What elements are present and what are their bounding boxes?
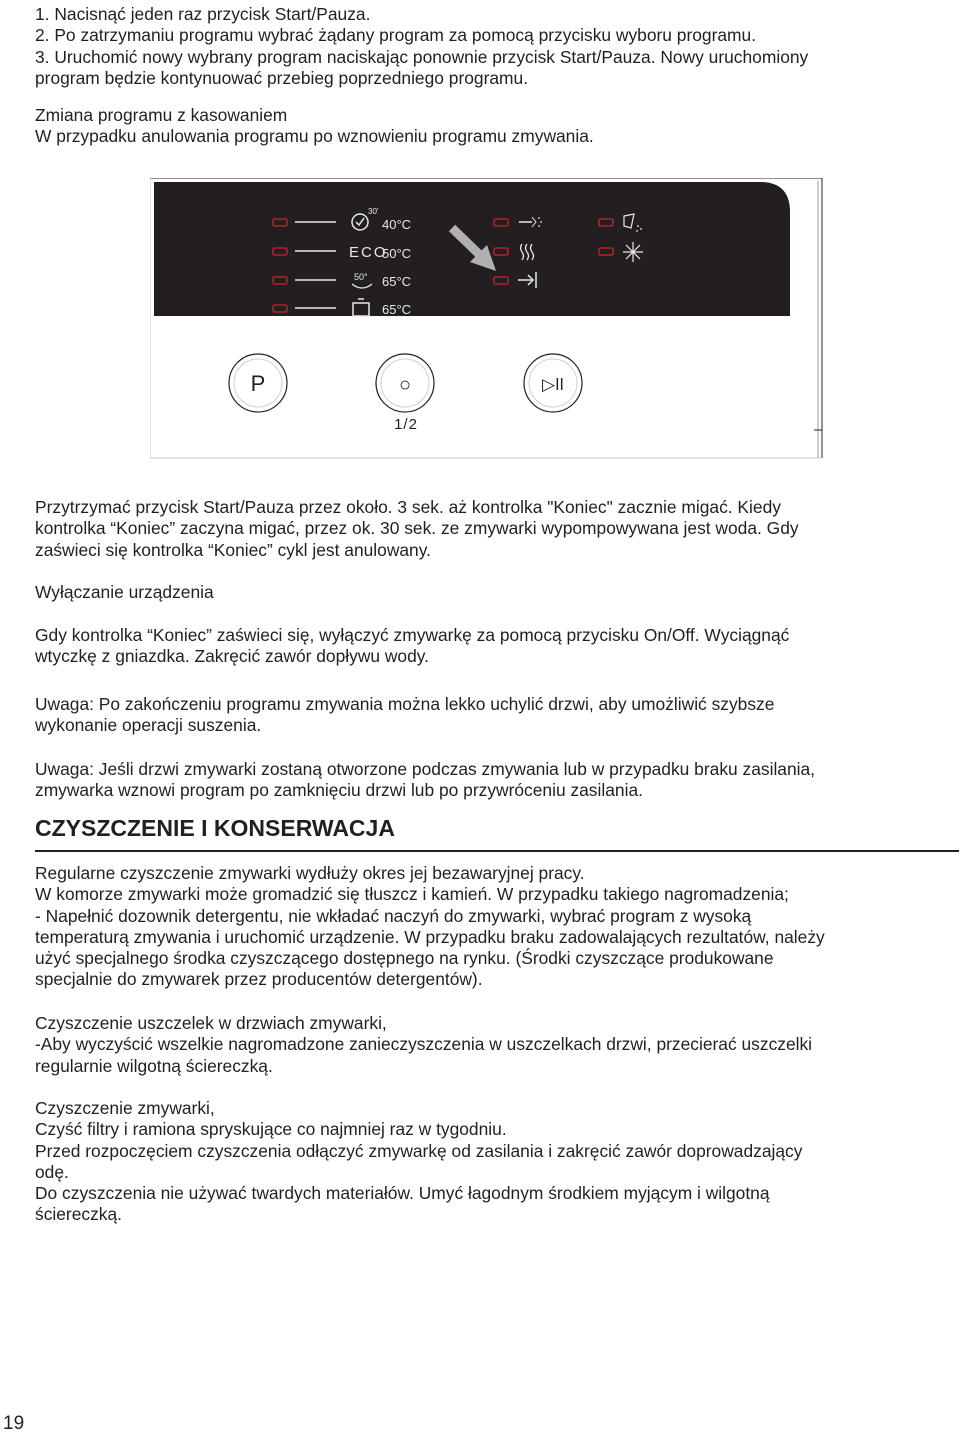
clean3-line-2: Czyść filtry i ramiona spryskujące co najmniej raz w tygodniu.	[35, 1119, 507, 1140]
temp-1: 40°C	[382, 217, 412, 232]
badge-50: 50°	[354, 272, 368, 282]
intro-steps	[35, 4, 959, 89]
cleaning-paragraph-1	[35, 863, 959, 991]
clean1-line-5: użyć specjalnego środka czyszczącego dostępnego na rynku. (Środki czyszczące produkowane	[35, 948, 774, 969]
off-line-2: wtyczkę z gniazdka. Zakręcić zawór dopływu wody.	[35, 646, 430, 667]
onoff-button-label: ○	[398, 374, 412, 396]
clean1-line-4: temperaturą zmywania i uruchomić urządzenie. W przypadku braku zadowalających rezultatów, należy	[35, 926, 825, 947]
page-number: 19	[3, 1413, 25, 1434]
temp-3: 65°C	[382, 274, 412, 289]
cleaning-paragraph-3	[35, 1098, 959, 1226]
clean1-line-1: Regularne czyszczenie zmywarki wydłuży okres jej bezawaryjnej pracy.	[35, 863, 585, 883]
note-1-line-2: wykonanie operacji suszenia.	[35, 715, 262, 736]
note-1	[35, 694, 959, 737]
reset-title: Zmiana programu z kasowaniem	[35, 105, 288, 125]
note-2	[35, 759, 959, 802]
step-3-cont: program będzie kontynuować przebieg poprzedniego programu.	[35, 67, 529, 88]
clean1-line-2: W komorze zmywarki może gromadzić się tłuszcz i kamień. W przypadku takiego nagromadzenia;	[35, 884, 789, 905]
clean3-line-1: Czyszczenie zmywarki,	[35, 1098, 215, 1118]
off-section-title: Wyłączanie urządzenia	[35, 582, 214, 602]
clean1-line-3: - Napełnić dozownik detergentu, nie wkładać naczyń do zmywarki, wybrać program z wysoką	[35, 905, 752, 926]
clean3-line-5: Do czyszczenia nie używać twardych materiałów. Umyć łagodnym środkiem myjącym i wilgotną	[35, 1183, 770, 1204]
off-line-1: Gdy kontrolka “Koniec” zaświeci się, wyłączyć zmywarkę za pomocą przycisku On/Off. Wyciągnąć	[35, 625, 790, 645]
note-2-line-1: Uwaga: Jeśli drzwi zmywarki zostaną otworzone podczas zmywania lub w przypadku braku zasilania,	[35, 759, 816, 779]
step-2: 2. Po zatrzymaniu programu wybrać żądany program za pomocą przycisku wyboru programu.	[35, 25, 757, 46]
step-1: 1. Nacisnąć jeden raz przycisk Start/Pauza.	[35, 4, 371, 24]
start-pause-button-label: ▷ǀǀ	[542, 375, 564, 394]
hold-line-3: zaświeci się kontrolka “Koniec” cykl jest anulowany.	[35, 539, 431, 560]
off-section-text	[35, 625, 959, 668]
clean1-line-6: specjalnie do zmywarek przez producentów detergentów).	[35, 969, 483, 990]
eco-label: ECO	[349, 244, 388, 261]
hold-paragraph	[35, 497, 959, 561]
clean2-line-3: regularnie wilgotną ściereczką.	[35, 1055, 273, 1076]
rinse-aid-icon	[623, 242, 643, 262]
hold-line-1: Przytrzymać przycisk Start/Pauza przez około. 3 sek. aż kontrolka "Koniec" zacznie migać. Kiedy	[35, 497, 781, 517]
temp-2: 50°C	[382, 246, 412, 261]
clean2-line-2: -Aby wyczyścić wszelkie nagromadzone zanieczyszczenia w uszczelkach drzwi, przecierać uszczelki	[35, 1034, 813, 1055]
reset-section	[35, 105, 959, 148]
clean3-line-4: odę.	[35, 1161, 69, 1182]
half-load-label: 1/2	[394, 416, 418, 433]
heading-rule	[35, 850, 959, 852]
section-heading: CZYSZCZENIE I KONSERWACJA	[35, 815, 395, 841]
clean3-line-6: ściereczką.	[35, 1204, 122, 1225]
reset-text: W przypadku anulowania programu po wznowieniu programu zmywania.	[35, 126, 594, 147]
program-button-label: P	[250, 371, 266, 396]
control-panel-illustration	[150, 178, 825, 461]
hold-line-2: kontrolka “Koniec” zaczyna migać, przez ok. 30 sek. ze zmywarki wypompowywana jest woda. Gdy	[35, 518, 799, 539]
clean2-line-1: Czyszczenie uszczelek w drzwiach zmywarki,	[35, 1013, 387, 1033]
badge-30: 30'	[368, 207, 379, 216]
clean3-line-3: Przed rozpoczęciem czyszczenia odłączyć zmywarkę od zasilania i zakręcić zawór doprowadzający	[35, 1140, 803, 1161]
temp-4: 65°C	[382, 302, 412, 317]
note-1-line-1: Uwaga: Po zakończeniu programu zmywania można lekko uchylić drzwi, aby umożliwić szybsze	[35, 694, 775, 714]
cleaning-paragraph-2	[35, 1013, 959, 1077]
note-2-line-2: zmywarka wznowi program po zamknięciu drzwi lub po przywróceniu zasilania.	[35, 780, 643, 801]
step-3: 3. Uruchomić nowy wybrany program naciskając ponownie przycisk Start/Pauza. Nowy uruchomiony	[35, 46, 809, 67]
